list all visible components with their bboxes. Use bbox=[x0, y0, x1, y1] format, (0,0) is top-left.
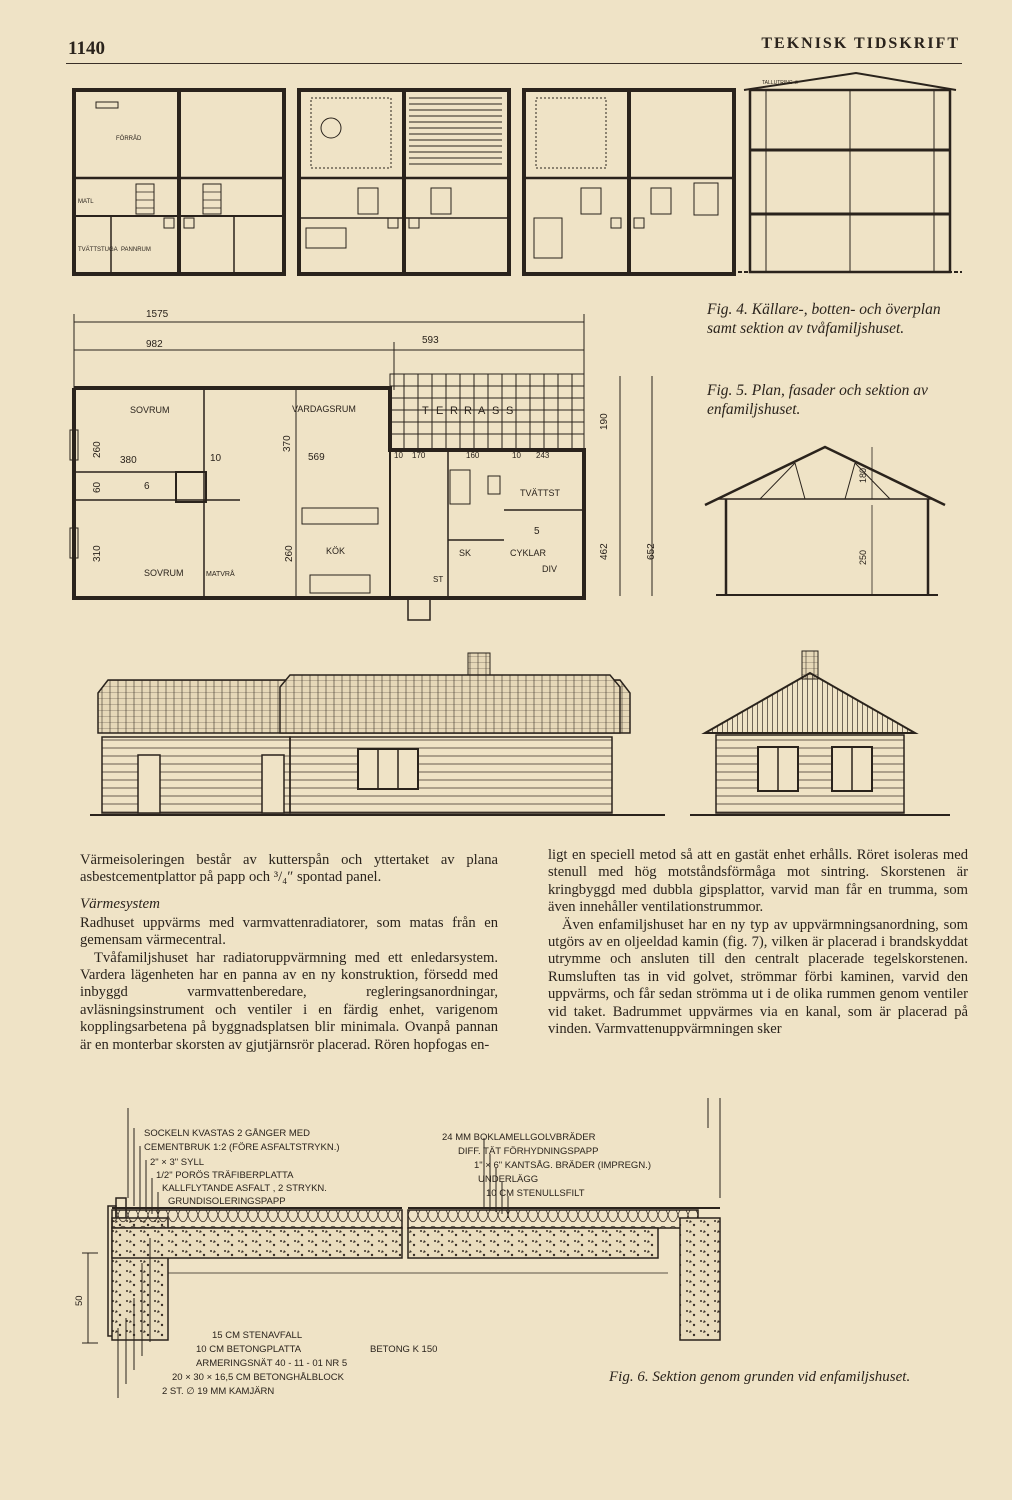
section-heading: Värmesystem bbox=[80, 895, 160, 912]
label-forrad: FÖRRÅD bbox=[116, 136, 142, 142]
fig6-label-l4: 1/2" PORÖS TRÄFIBERPLATTA bbox=[156, 1170, 294, 1181]
fig6-label-b4: ARMERINGSNÄT 40 - 11 - 01 NR 5 bbox=[196, 1358, 348, 1369]
dim-160: 160 bbox=[466, 451, 480, 460]
dim-10: 10 bbox=[210, 453, 222, 464]
fig6-label-l1: SOCKELN KVASTAS 2 GÅNGER MED bbox=[144, 1128, 310, 1139]
fig6-dim-50: 50 bbox=[74, 1295, 85, 1306]
fig6-label-r2: DIFF. TÄT FÖRHYDNINGSPAPP bbox=[458, 1146, 599, 1157]
fig6-foundation-section bbox=[68, 1098, 748, 1398]
dim-569: 569 bbox=[308, 452, 325, 463]
dim-10b: 10 bbox=[394, 451, 403, 460]
dim-260: 260 bbox=[92, 441, 103, 458]
fig6-label-b6: 2 ST. ∅ 19 MM KAMJÄRN bbox=[162, 1386, 275, 1397]
fig6-label-b3: BETONG K 150 bbox=[370, 1344, 438, 1355]
fig4-section bbox=[738, 73, 962, 272]
journal-title: TEKNISK TIDSKRIFT bbox=[761, 35, 960, 52]
fig6-label-l6: GRUNDISOLERINGSPAPP bbox=[168, 1196, 286, 1207]
long-facade bbox=[90, 653, 665, 815]
fig6-label-l3: 2" × 3" SYLL bbox=[150, 1157, 205, 1168]
paragraph: Tvåfamiljshuset har radiatoruppvärmning med ett enledarsystem. Vardera lägenheten har en panna av en ny konstruktion, försedd med inbyggd varmvattenberedare, regleringsanordningar, avläsningsinstrument och ventiler i en färdig enhet, varigenom kopplingsarbetena på byggnadsplatsen blir minimala. Ovanpå pannan är en monterbar skorsten av gjutjärnsrör placerad. Rören hopfogas en- bbox=[80, 949, 498, 1053]
fig6-label-l2: CEMENTBRUK 1:2 (FÖRE ASFALTSTRYKN.) bbox=[144, 1142, 340, 1153]
header-rule bbox=[66, 63, 962, 64]
room-vardagsrum: VARDAGSRUM bbox=[292, 404, 356, 414]
terrass-letter-4: R bbox=[464, 405, 472, 417]
fig4-caption: Fig. 4. Källare-, botten- och överplan samt sektion av tvåfamiljshuset. bbox=[707, 301, 941, 337]
terrass-letter-3: R bbox=[450, 405, 458, 417]
fig5-plan bbox=[64, 300, 664, 630]
label-pannrum: PANNRUM bbox=[121, 247, 151, 253]
dim-243: 243 bbox=[536, 451, 550, 460]
fig6-label-l5: KALLFLYTANDE ASFALT , 2 STRYKN. bbox=[162, 1183, 327, 1194]
dim-982: 982 bbox=[146, 339, 163, 350]
dim-190: 190 bbox=[599, 413, 610, 430]
paragraph: Värmeisoleringen består av kutterspån och yttertaket av plana asbestcementplattor på papp och ³/₄″ spontad panel. bbox=[80, 852, 498, 886]
fig5-roof-section bbox=[700, 435, 950, 610]
fig6-label-b5: 20 × 30 × 16,5 CM BETONGHÅLBLOCK bbox=[172, 1372, 344, 1383]
terrass-letter-1: T bbox=[422, 405, 429, 417]
dim-250: 250 bbox=[858, 549, 868, 565]
room-st: ST bbox=[433, 575, 444, 584]
short-facade bbox=[690, 651, 950, 815]
terrass-letter-6: S bbox=[492, 405, 500, 417]
fig6-label-b2: 10 CM BETONGPLATTA bbox=[196, 1344, 302, 1355]
fig5-caption: Fig. 5. Plan, fasader och sektion av enfamiljshuset. bbox=[707, 382, 928, 418]
paragraph: Även enfamiljshuset har en ny typ av uppvärmningsanordning, som utgörs av en oljeeldad kamin (fig. 7), vilken är placerad i brandskyddat utrymme och ansluten till den centralt placerade tegelskorstenen. Rumsluften tas in vid golvet, strömmar förbi kaminen, varvid den uppvärms, och får sedan strömma ut i de olika rummen genom ventiler vid taket. Badrummet uppvärmes via en kanal, som är placerad på vinden. Varmvattenuppvärmningen sker bbox=[548, 916, 968, 1038]
dim-310: 310 bbox=[92, 545, 103, 562]
fig6-label-b1: 15 CM STENAVFALL bbox=[212, 1330, 303, 1341]
dim-1575: 1575 bbox=[146, 309, 169, 320]
paragraph: Radhuset uppvärms med varmvattenradiatorer, som matas från en gemensam värmecentral. bbox=[80, 914, 498, 949]
label-tvattstuga: TVÄTTSTUGA bbox=[78, 247, 118, 253]
dim-180: 180 bbox=[858, 467, 868, 483]
text-column-right bbox=[548, 847, 968, 1038]
label-tallutring: TALLUTRING ∅ bbox=[762, 80, 799, 86]
text-column-left bbox=[80, 852, 498, 1054]
fig4-upper-plan bbox=[524, 90, 734, 274]
dim-462: 462 bbox=[599, 543, 610, 560]
terrass-letter-7: S bbox=[506, 405, 514, 417]
fig6-label-r3: 1" × 6" KANTSÅG. BRÄDER (IMPREGN.) bbox=[474, 1160, 651, 1171]
room-div: DIV bbox=[542, 564, 558, 574]
room-tvattst: TVÄTTST bbox=[520, 488, 560, 498]
dim-6: 6 bbox=[144, 481, 150, 492]
dim-5: 5 bbox=[534, 526, 540, 537]
terrass-letter-2: E bbox=[436, 405, 444, 417]
page-number: 1140 bbox=[68, 38, 105, 59]
fig6-caption: Fig. 6. Sektion genom grunden vid enfamiljshuset. bbox=[609, 1369, 911, 1385]
dim-60: 60 bbox=[92, 481, 103, 493]
dim-652: 652 bbox=[646, 543, 657, 560]
fig6-label-r1: 24 MM BOKLAMELLGOLVBRÄDER bbox=[442, 1132, 596, 1143]
fig4-plans bbox=[66, 68, 966, 280]
room-kok: KÖK bbox=[326, 546, 346, 556]
fig5-facades bbox=[90, 645, 970, 830]
dim-10c: 10 bbox=[512, 451, 521, 460]
room-matvra: MATVRÅ bbox=[206, 571, 235, 578]
room-sovrum-1: SOVRUM bbox=[130, 405, 170, 415]
dim-170: 170 bbox=[412, 451, 426, 460]
fig6-label-r5: 10 CM STENULLSFILT bbox=[486, 1188, 585, 1199]
dim-260b: 260 bbox=[284, 545, 295, 562]
label-matl: MATL bbox=[78, 199, 94, 205]
fig4-ground-plan bbox=[299, 90, 509, 274]
room-cyklar: CYKLAR bbox=[510, 548, 547, 558]
room-sovrum-2: SOVRUM bbox=[144, 568, 184, 578]
dim-370: 370 bbox=[282, 435, 293, 452]
terrass-letter-5: A bbox=[478, 405, 486, 417]
room-sk: SK bbox=[459, 548, 472, 558]
dim-593: 593 bbox=[422, 335, 439, 346]
paragraph: ligt en speciell metod så att en gastät enhet erhålls. Röret isoleras med stenull med hög motståndsförmåga mot sintring. Skorstenen är kringbyggd med dubbla gipsplattor, varvid man får en trumma, som även innehåller ventilationstrummor. bbox=[548, 847, 968, 916]
dim-380: 380 bbox=[120, 455, 137, 466]
fig6-label-r4: UNDERLÄGG bbox=[478, 1174, 539, 1185]
